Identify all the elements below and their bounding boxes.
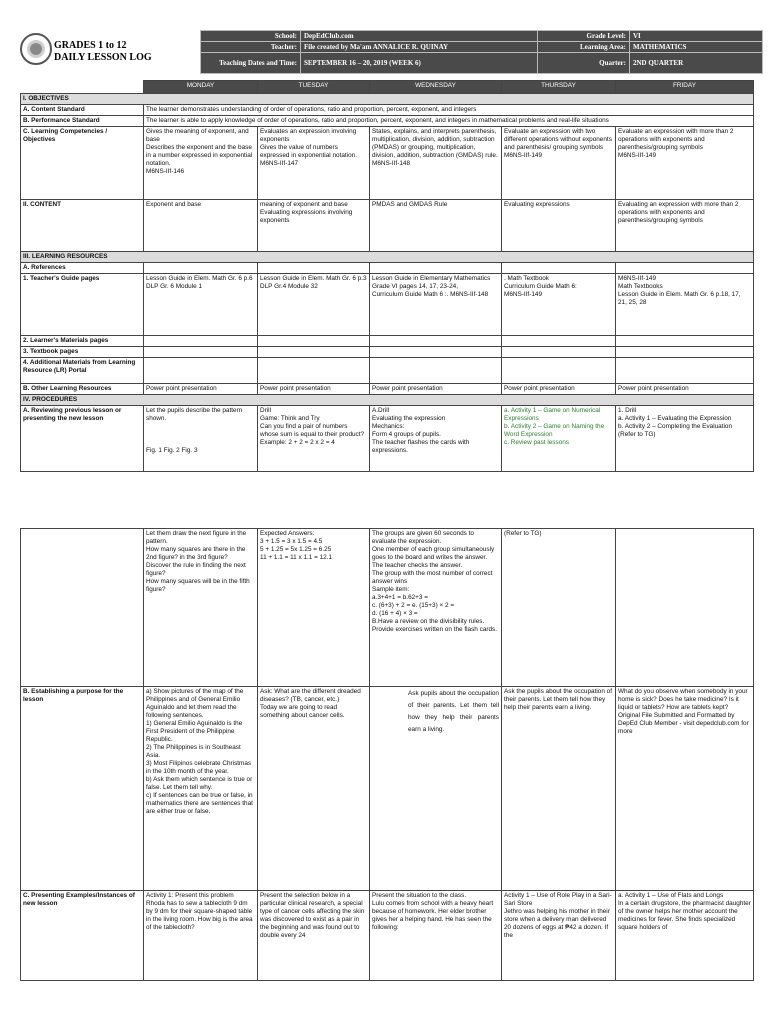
- day-header-row: [21, 81, 754, 94]
- resources-heading: III. LEARNING RESOURCES: [21, 252, 754, 263]
- brand-line-1: GRADES 1 to 12: [54, 40, 127, 51]
- competency-thursday: Evaluate an expression with two different operations without exponents and parenthesis/ grouping symbols M6NS-IIf-149: [502, 127, 616, 200]
- content-thursday: Evaluating expressions: [502, 200, 616, 252]
- present-wednesday: Present the situation to the class. Lulu comes from school with a heavy heart because of homework. Her elder brother gives her a helping hand. He has seen the following:: [370, 891, 502, 981]
- performance-standard-text: The learner is able to apply knowledge of order of operations, ratio and proportion, percent, exponent, and integers in mathematical problems and real-life situations: [144, 116, 754, 127]
- other-tuesday: Power point presentation: [258, 384, 370, 395]
- cont-wednesday: The groups are given 60 seconds to evaluate the expression. One member of each group simultaneously goes to the board and writes the answer. The teacher checks the answer. The group with the most number of correct answer wins Sample item: a.3+4+1 = b.62+3 = c. (6+3) + 2 = e. (15+3) × 2 = d. (16 + 4) × 3 = B.Have a review on the divisibility rules. Provide exercises written on the flash cards.: [370, 529, 502, 687]
- purpose-thursday: Ask the pupils about the occupation of their parents. Let them tell how they help their parents earn a living.: [502, 687, 616, 891]
- other-resources-label: B. Other Learning Resources: [21, 384, 144, 395]
- cont-tuesday: Expected Answers: 3 + 1.5 = 3 x 1.5 = 4.5 5 + 1.25 = 5x 1.25 = 6.25 11 + 1.1 = 11 x 1.1 = 12.1: [258, 529, 370, 687]
- other-friday: Power point presentation: [616, 384, 754, 395]
- purpose-wednesday: Ask pupils about the occupation of their parents. Let them tell how they help their parents earn a living.: [370, 687, 502, 891]
- grade-value: VI: [630, 31, 763, 42]
- quarter-label: Quarter:: [538, 53, 630, 74]
- textbook-pages-label: 3. Textbook pages: [21, 347, 144, 358]
- presenting-label: C. Presenting Examples/Instances of new lesson: [21, 891, 144, 981]
- purpose-label: B. Establishing a purpose for the lesson: [21, 687, 144, 891]
- review-tuesday: Drill Game: Think and Try Can you find a pair of numbers whose sum is equal to their product? Example: 2 + 2 = 2 x 2 = 4: [258, 406, 370, 472]
- lr-portal-label: 4. Additional Materials from Learning Resource (LR) Portal: [21, 358, 144, 384]
- brand-line-2: DAILY LESSON LOG: [54, 52, 152, 63]
- content-friday: Evaluating an expression with more than 2 operations with exponents and parenthesis/grouping symbols: [616, 200, 754, 252]
- review-thursday: a. Activity 1 – Game on Numerical Expressions b. Activity 2 – Game on Naming the Word Expression c. Review past lessons: [502, 406, 616, 472]
- other-thursday: Power point presentation: [502, 384, 616, 395]
- lesson-log-page-2: [0, 528, 768, 1024]
- competency-friday: Evaluate an expression with more than 2 operations with exponents and parenthesis/grouping symbols M6NS-IIf-149: [616, 127, 754, 200]
- content-monday: Exponent and base: [144, 200, 258, 252]
- cont-friday: [616, 529, 754, 687]
- content-wednesday: PMDAS and GMDAS Rule: [370, 200, 502, 252]
- teachers-guide-label: 1. Teacher's Guide pages: [21, 274, 144, 336]
- other-monday: Power point presentation: [144, 384, 258, 395]
- references-label: A. References: [21, 263, 144, 274]
- content-tuesday: meaning of exponent and base Evaluating expressions involving exponents: [258, 200, 370, 252]
- day-monday: MONDAY: [144, 81, 258, 94]
- competencies-label: C. Learning Competencies / Objectives: [21, 127, 144, 200]
- review-wednesday: A.Drill Evaluating the expression Mechanics: Form 4 groups of pupils. The teacher flashes the cards with expressions.: [370, 406, 502, 472]
- tg-tuesday: Lesson Guide in Elem. Math Gr. 6 p.3 DLP Gr.4 Module 32: [258, 274, 370, 336]
- tg-friday: M6NS-IIf-149 Math Textbooks Lesson Guide in Elem. Math Gr. 6 p.18, 17, 21, 25, 28: [616, 274, 754, 336]
- school-value: DepEdClub.com: [301, 31, 538, 42]
- day-tuesday: TUESDAY: [258, 81, 370, 94]
- purpose-monday: a) Show pictures of the map of the Philippines and of General Emilio Aguinaldo and let them read the following sentences. 1) General Emilio Aguinaldo is the First President of the Philippine Republic. 2) The Philippines is in Southeast Asia. 3) Most Filipinos celebrate Christmas in the 10th month of the year. b) Ask them which sentence is true or false. Let them tell why. c) If sentences can be true or false, in mathematics there are sentences that are either true or false.: [144, 687, 258, 891]
- cont-thursday: (Refer to TG): [502, 529, 616, 687]
- review-label: A. Reviewing previous lesson or presenting the new lesson: [21, 406, 144, 472]
- performance-standard-label: B. Performance Standard: [21, 116, 144, 127]
- deped-seal-icon: [20, 33, 52, 65]
- day-friday: FRIDAY: [616, 81, 754, 94]
- lesson-log-page-1: [0, 0, 768, 475]
- dates-label: Teaching Dates and Time:: [201, 53, 301, 74]
- purpose-friday: What do you observe when somebody in your home is sick? Does he take medicine? Is it liquid or tablets? How are tablets kept? Original File Submitted and Formatted by DepEd Club Member - visit depedclub.com for more: [616, 687, 754, 891]
- competency-monday: Gives the meaning of exponent, and base Describes the exponent and the base in a number expressed in exponential notation. M6NS-IIf-146: [144, 127, 258, 200]
- content-standard-label: A. Content Standard: [21, 105, 144, 116]
- dates-value: SEPTEMBER 16 – 20, 2019 (WEEK 6): [301, 53, 538, 74]
- header-info-table: [200, 30, 763, 74]
- area-value: MATHEMATICS: [630, 42, 763, 53]
- content-label: II. CONTENT: [21, 200, 144, 252]
- content-standard-text: The learner demonstrates understanding of order of operations, ratio and proportion, percent, exponent, and integers: [144, 105, 754, 116]
- present-monday: Activity 1: Present this problem Rhoda has to sew a tablecloth 9 dm by 9 dm for their square-shaped table in the living room. How big is the area of the tablecloth?: [144, 891, 258, 981]
- quarter-value: 2ND QUARTER: [630, 53, 763, 74]
- area-label: Learning Area:: [538, 42, 630, 53]
- day-thursday: THURSDAY: [502, 81, 616, 94]
- purpose-tuesday: Ask: What are the different dreaded diseases? (TB, cancer, etc.) Today we are going to read something about cancer cells.: [258, 687, 370, 891]
- tg-thursday: . Math Textbook Curriculum Guide Math 6: M6NS-IIf-149: [502, 274, 616, 336]
- document-brand: [54, 40, 152, 64]
- procedures-heading: IV. PROCEDURES: [21, 395, 754, 406]
- objectives-heading: I. OBJECTIVES: [21, 94, 754, 105]
- grade-label: Grade Level:: [538, 31, 630, 42]
- competency-wednesday: States, explains, and interprets parenthesis, multiplication, division, addition, subtraction (PMDAS) or grouping, multiplication, division, addition, subtraction (GMDAS) rule. M6NS-IIf-148: [370, 127, 502, 200]
- present-friday: a. Activity 1 – Use of Flats and Longs In a certain drugstore, the pharmacist daughter of the owner helps her mother account the medicines for fever. She finds specialized square holders of: [616, 891, 754, 981]
- day-wednesday: WEDNESDAY: [370, 81, 502, 94]
- other-wednesday: Power point presentation: [370, 384, 502, 395]
- teacher-value: File created by Ma'am ANNALICE R. QUINAY: [301, 42, 538, 53]
- competency-tuesday: Evaluates an expression involving exponents Gives the value of numbers expressed in exponential notation. M6NS-IIf-147: [258, 127, 370, 200]
- tg-wednesday: Lesson Guide in Elementary Mathematics Grade VI pages 14, 17, 23-24, Curriculum Guide Math 6 :. M6NS-IIf-148: [370, 274, 502, 336]
- lesson-table-2: [20, 528, 754, 981]
- review-friday: 1. Drill a. Activity 1 – Evaluating the Expression b. Activity 2 – Completing the Evaluation (Refer to TG): [616, 406, 754, 472]
- teacher-label: Teacher:: [201, 42, 301, 53]
- school-label: School:: [201, 31, 301, 42]
- cont-monday: Let them draw the next figure in the pattern. How many squares are there in the 2nd figure? in the 3rd figure? Discover the rule in finding the next figure? How many squares will be in the fifth figure?: [144, 529, 258, 687]
- present-thursday: Activity 1 – Use of Role Play in a Sari-Sari Store Jethro was helping his mother in their store when a delivery man delivered 20 dozens of eggs at ₱42 a dozen. If the: [502, 891, 616, 981]
- tg-monday: Lesson Guide in Elem. Math Gr. 6 p.6 DLP Gr. 6 Module 1: [144, 274, 258, 336]
- review-monday: Let the pupils describe the pattern shown. Fig. 1 Fig. 2 Fig. 3: [144, 406, 258, 472]
- present-tuesday: Present the selection below in a particular clinical research, a special type of cancer cells affecting the skin was discovered to exist as a pair in the beginning and was found out to double every 24: [258, 891, 370, 981]
- learners-materials-label: 2. Learner's Materials pages: [21, 336, 144, 347]
- lesson-table-1: [20, 80, 754, 472]
